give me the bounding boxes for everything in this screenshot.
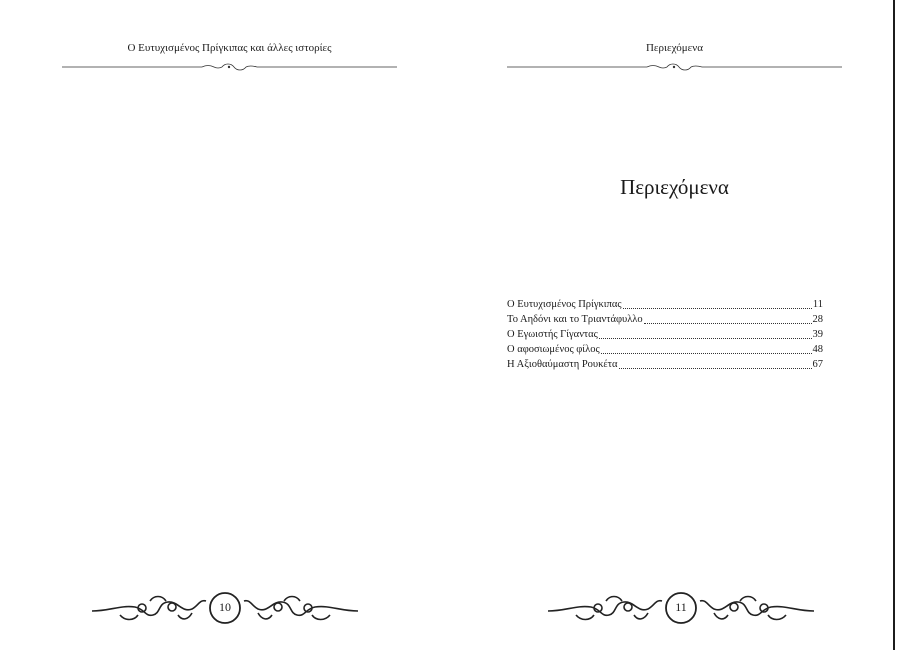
spread-edge-border bbox=[893, 0, 895, 650]
table-of-contents bbox=[507, 297, 823, 372]
toc-entry[interactable] bbox=[507, 327, 823, 342]
left-running-head: Ο Ευτυχισμένος Πρίγκιπας και άλλες ιστορίες bbox=[127, 42, 332, 54]
toc-entry-page: 48 bbox=[812, 344, 823, 355]
toc-entry[interactable] bbox=[507, 357, 823, 372]
toc-entry-title: Ο αφοσιωμένος φίλος bbox=[507, 344, 600, 355]
toc-entry-page: 67 bbox=[812, 359, 823, 370]
toc-entry[interactable] bbox=[507, 312, 823, 327]
toc-dot-leader bbox=[619, 368, 812, 369]
toc-dot-leader bbox=[599, 338, 812, 339]
header-flourish-rule bbox=[62, 60, 397, 74]
toc-entry[interactable] bbox=[507, 342, 823, 357]
toc-entry-page: 28 bbox=[812, 314, 823, 325]
toc-entry-title: Το Αηδόνι και το Τριαντάφυλλο bbox=[507, 314, 643, 325]
toc-entry-page: 39 bbox=[812, 329, 823, 340]
header-flourish-rule bbox=[507, 60, 842, 74]
toc-entry[interactable] bbox=[507, 297, 823, 312]
right-page bbox=[455, 0, 893, 650]
toc-dot-leader bbox=[601, 353, 812, 354]
right-page-number: 11 bbox=[675, 600, 687, 614]
toc-heading: Περιεχόμενα bbox=[620, 175, 729, 199]
toc-entry-title: Ο Ευτυχισμένος Πρίγκιπας bbox=[507, 299, 622, 310]
toc-entry-page: 11 bbox=[812, 299, 823, 310]
right-running-head: Περιεχόμενα bbox=[645, 42, 704, 54]
left-page-number: 10 bbox=[219, 600, 231, 614]
toc-entry-title: Η Αξιοθαύμαστη Ρουκέτα bbox=[507, 359, 618, 370]
toc-dot-leader bbox=[644, 323, 812, 324]
toc-entry-title: Ο Εγωιστής Γίγαντας bbox=[507, 329, 598, 340]
toc-dot-leader bbox=[623, 308, 812, 309]
